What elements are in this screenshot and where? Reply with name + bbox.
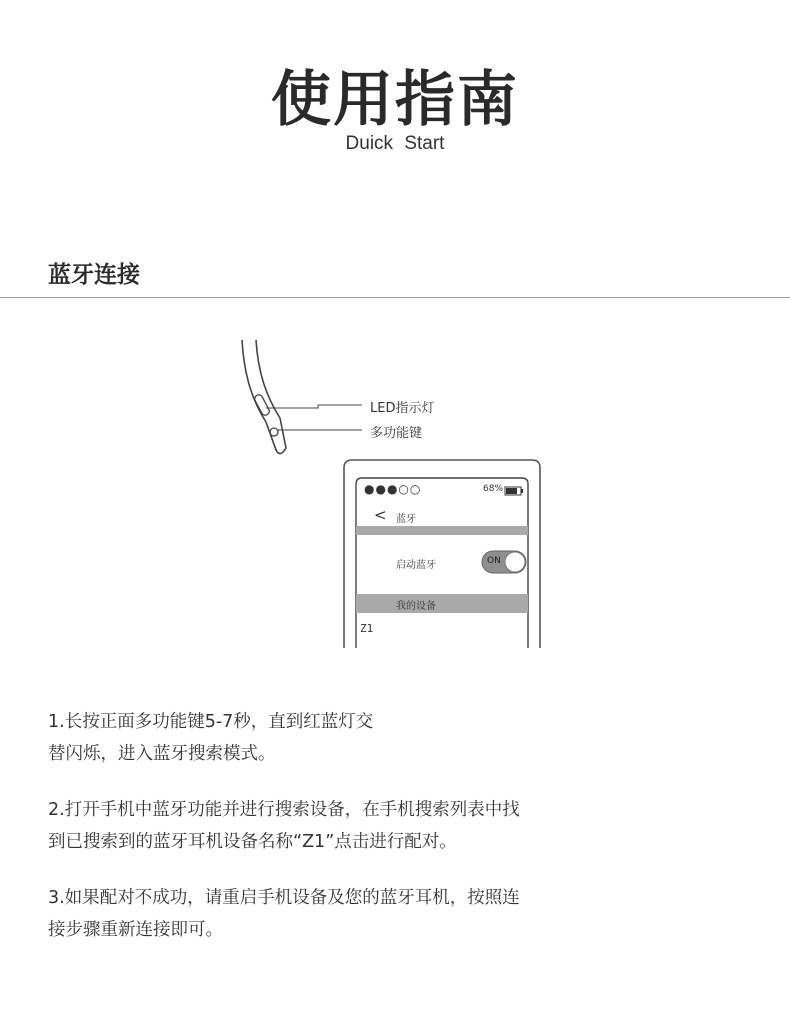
step-1 [48, 706, 668, 770]
step-2 [48, 794, 668, 858]
page-title: 使用指南 [271, 65, 519, 135]
led-indicator-label: LED指示灯 [370, 401, 435, 416]
step-2-line-2: 到已搜索到的蓝牙耳机设备名称“Z1”点击进行配对。 [48, 832, 457, 852]
headset-drawing [242, 340, 286, 454]
signal-strength: ●●●○○ [364, 482, 422, 496]
phone-screen-title: 蓝牙 [396, 514, 416, 525]
step-3-line-2: 接步骤重新连接即可。 [48, 920, 223, 940]
step-3 [48, 882, 668, 946]
my-devices-header: 我的设备 [396, 601, 436, 612]
section-divider [0, 297, 790, 298]
step-1-line-2: 替闪烁，进入蓝牙搜索模式。 [48, 744, 276, 764]
grey-band-top [356, 526, 528, 535]
multifunction-key-label: 多功能键 [370, 426, 423, 441]
bluetooth-illustration [0, 330, 790, 660]
bluetooth-toggle-label: 启动蓝牙 [396, 560, 436, 571]
step-1-line-1: 1.长按正面多功能键5-7秒，直到红蓝灯交 [48, 712, 374, 732]
my-devices-band [356, 594, 528, 613]
battery-percent: 68% [483, 484, 504, 494]
page-subtitle: Duick Start [345, 133, 445, 154]
step-3-line-1: 3.如果配对不成功，请重启手机设备及您的蓝牙耳机，按照连 [48, 888, 520, 908]
toggle-state: ON [487, 556, 501, 566]
device-list-item-z1: Z1 [360, 622, 374, 635]
section-title: 蓝牙连接 [48, 262, 140, 288]
step-2-line-1: 2.打开手机中蓝牙功能并进行搜索设备，在手机搜索列表中找 [48, 800, 520, 820]
back-icon: < [374, 506, 387, 524]
